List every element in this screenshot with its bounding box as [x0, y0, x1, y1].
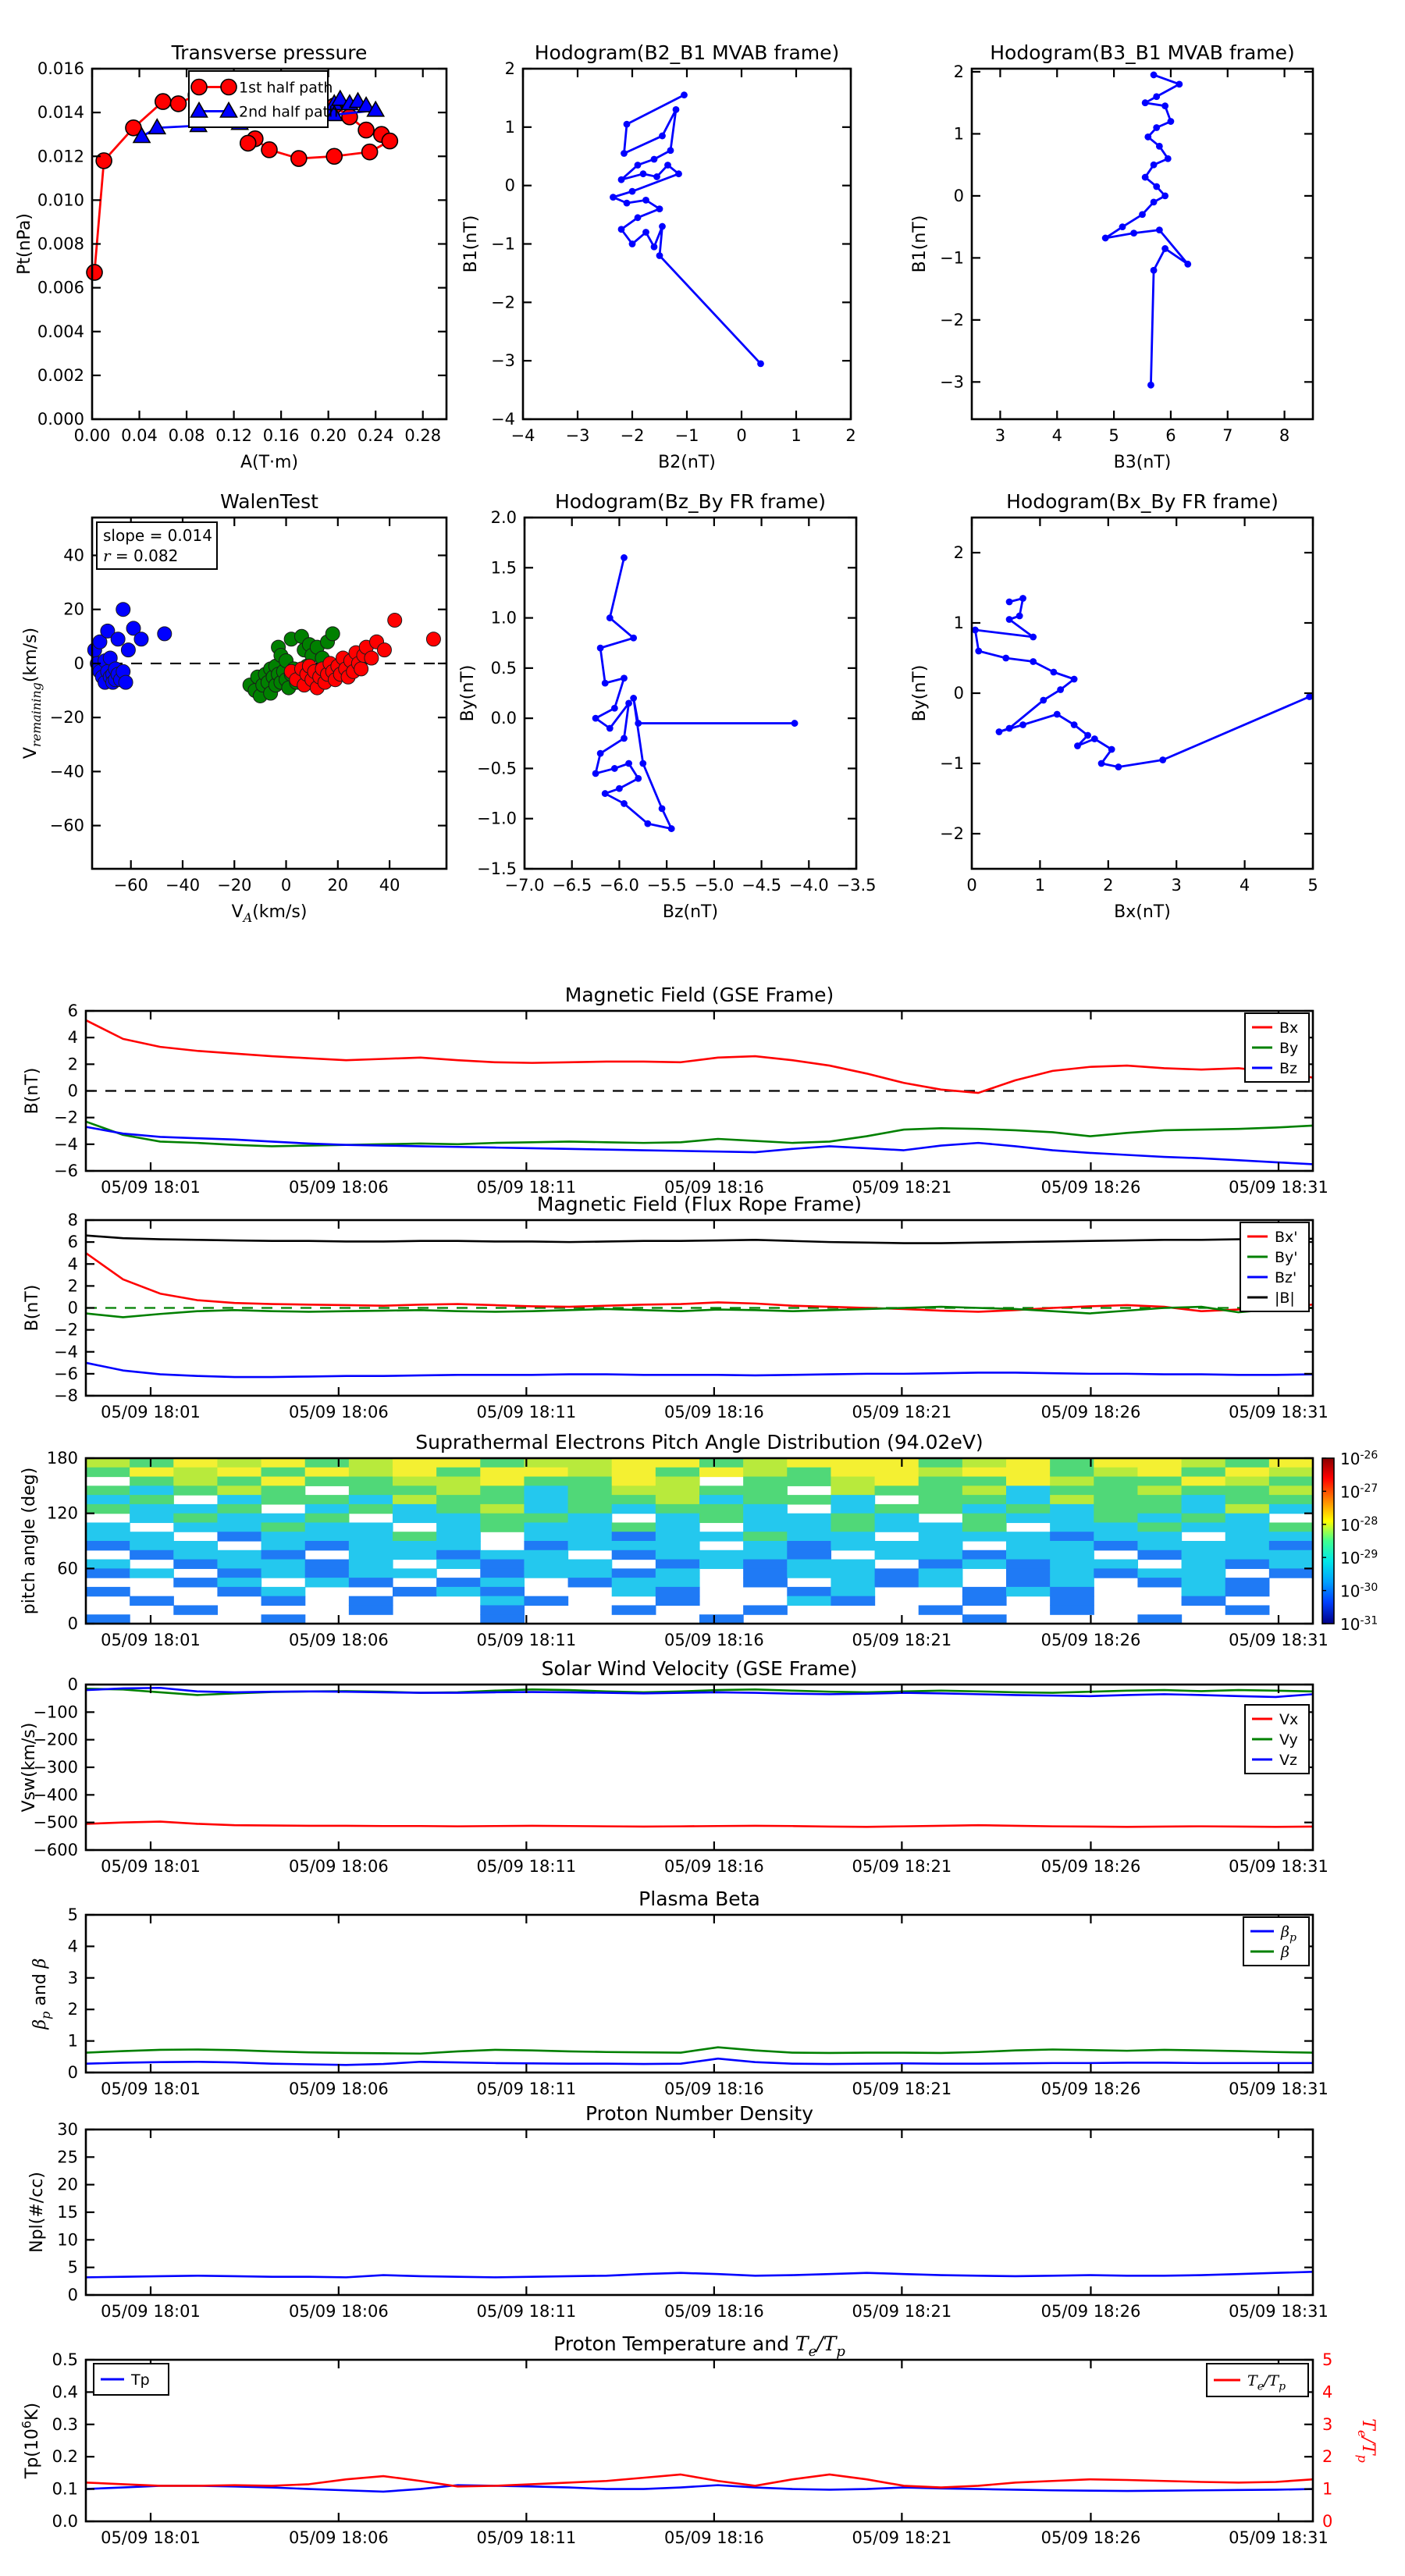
svg-text:05/09 18:26: 05/09 18:26: [1040, 1178, 1141, 1197]
svg-text:05/09 18:26: 05/09 18:26: [1040, 1631, 1141, 1649]
svg-text:1: 1: [504, 117, 515, 137]
svg-text:Bz(nT): Bz(nT): [662, 902, 719, 922]
svg-text:B(nT): B(nT): [23, 1284, 42, 1332]
svg-text:−300: −300: [33, 1758, 78, 1777]
svg-text:120: 120: [46, 1503, 78, 1523]
svg-text:0.0: 0.0: [52, 2512, 78, 2531]
svg-text:05/09 18:16: 05/09 18:16: [664, 2302, 764, 2321]
svg-text:−4.5: −4.5: [742, 876, 782, 895]
svg-text:−2: −2: [940, 824, 964, 843]
svg-text:Vy: Vy: [1279, 1731, 1298, 1749]
svg-text:10-31: $10^{-31}$: [1340, 1614, 1378, 1634]
svg-text:Bx(nT): Bx(nT): [1114, 902, 1171, 922]
svg-text:Solar Wind Velocity (GSE Frame: Solar Wind Velocity (GSE Frame): [541, 1657, 858, 1680]
svg-text:05/09 18:06: 05/09 18:06: [288, 1857, 389, 1876]
svg-text:−1.0: −1.0: [477, 809, 517, 828]
svg-text:0.002: 0.002: [37, 365, 84, 385]
svg-text:0.012: 0.012: [37, 147, 84, 166]
svg-text:Bz: Bz: [1279, 1060, 1298, 1077]
svg-text:−2: −2: [491, 293, 515, 312]
svg-text:4: 4: [1239, 876, 1250, 895]
svg-text:0.24: 0.24: [357, 426, 394, 445]
svg-text:0.0: 0.0: [490, 709, 517, 728]
svg-text:2: 2: [67, 1276, 78, 1296]
svg-text:Te/Tp: $T_e/T_p$: [1354, 2418, 1378, 2463]
svg-text:−200: −200: [33, 1730, 78, 1749]
svg-text:2: 2: [1103, 876, 1114, 895]
svg-text:05/09 18:06: 05/09 18:06: [288, 2528, 389, 2547]
svg-text:10-26: $10^{-26}$: [1340, 1449, 1378, 1468]
svg-text:0.004: 0.004: [37, 322, 84, 341]
svg-text:2nd half path: 2nd half path: [239, 103, 339, 121]
panel-mf_gse: [23, 984, 1329, 1197]
svg-text:VA(km/s): $V_A(km/s)$: [231, 902, 308, 926]
svg-text:−4: −4: [510, 426, 535, 445]
svg-text:20: 20: [63, 600, 84, 619]
svg-text:0.3: 0.3: [52, 2414, 78, 2434]
panel-hodogram_b2b1: [461, 41, 856, 472]
svg-text:05/09 18:31: 05/09 18:31: [1229, 1178, 1329, 1197]
svg-text:−40: −40: [165, 876, 201, 895]
svg-text:05/09 18:26: 05/09 18:26: [1040, 1403, 1141, 1421]
svg-text:05/09 18:06: 05/09 18:06: [288, 2302, 389, 2321]
svg-text:05/09 18:16: 05/09 18:16: [664, 2528, 764, 2547]
svg-text:−1: −1: [491, 234, 515, 254]
svg-text:6: 6: [67, 1002, 78, 1020]
svg-text:r = 0.082: r = 0.082: [103, 546, 179, 565]
svg-text:2: 2: [1322, 2447, 1333, 2467]
svg-text:4: 4: [67, 1937, 78, 1956]
svg-text:−5.5: −5.5: [646, 876, 687, 895]
svg-text:2: 2: [953, 62, 964, 81]
svg-text:5: 5: [1322, 2350, 1333, 2369]
panel-tp: [20, 2332, 1378, 2547]
svg-text:05/09 18:06: 05/09 18:06: [288, 1403, 389, 1421]
svg-text:0.08: 0.08: [168, 426, 205, 445]
svg-text:0.2: 0.2: [52, 2447, 78, 2467]
svg-text:05/09 18:11: 05/09 18:11: [476, 1403, 577, 1421]
svg-text:05/09 18:01: 05/09 18:01: [101, 1403, 201, 1421]
svg-text:−5.0: −5.0: [694, 876, 735, 895]
svg-text:0.5: 0.5: [52, 2350, 78, 2369]
svg-text:5: 5: [67, 2258, 78, 2277]
svg-text:−2: −2: [940, 310, 964, 329]
panel-mf_fr: [23, 1193, 1329, 1421]
svg-text:|B|: |B|: [1275, 1290, 1295, 1307]
svg-text:Proton Number Density: Proton Number Density: [585, 2102, 813, 2125]
svg-text:10-28: $10^{-28}$: [1340, 1515, 1378, 1535]
svg-text:Bx': Bx': [1275, 1229, 1298, 1246]
svg-text:Hodogram(Bx_By FR frame): Hodogram(Bx_By FR frame): [1006, 490, 1279, 513]
svg-text:15: 15: [57, 2203, 78, 2222]
svg-text:Tp(106K): $Tp(10^6K)$: [19, 2402, 42, 2479]
svg-text:10-27: $10^{-27}$: [1340, 1482, 1378, 1502]
svg-text:05/09 18:11: 05/09 18:11: [476, 2302, 577, 2321]
svg-text:0: 0: [953, 186, 964, 205]
svg-text:βp and β: $\beta_p$ and β: [30, 1958, 54, 2030]
svg-text:−6.0: −6.0: [599, 876, 639, 895]
svg-text:0.5: 0.5: [490, 658, 517, 678]
svg-text:B2(nT): B2(nT): [658, 453, 716, 472]
svg-text:0.008: 0.008: [37, 234, 84, 254]
svg-text:0: 0: [67, 2063, 78, 2082]
svg-text:2: 2: [845, 426, 856, 445]
svg-text:−0.5: −0.5: [477, 759, 517, 778]
svg-text:05/09 18:16: 05/09 18:16: [664, 1857, 764, 1876]
svg-text:0: 0: [67, 1614, 78, 1633]
svg-text:10-29: $10^{-29}$: [1340, 1548, 1378, 1568]
svg-text:05/09 18:31: 05/09 18:31: [1229, 2080, 1329, 2098]
svg-text:0: 0: [67, 1298, 78, 1318]
svg-text:0.016: 0.016: [37, 59, 84, 78]
svg-text:−1: −1: [940, 248, 964, 268]
svg-text:3: 3: [994, 426, 1006, 445]
svg-text:1: 1: [953, 614, 964, 632]
svg-text:−60: −60: [49, 816, 84, 835]
svg-text:05/09 18:21: 05/09 18:21: [852, 2528, 952, 2547]
svg-text:−1.5: −1.5: [477, 859, 517, 878]
svg-text:−4.0: −4.0: [788, 876, 829, 895]
svg-text:WalenTest: WalenTest: [220, 490, 318, 513]
svg-text:Vx: Vx: [1279, 1711, 1299, 1728]
svg-text:05/09 18:31: 05/09 18:31: [1229, 1403, 1329, 1421]
svg-text:Hodogram(B3_B1 MVAB frame): Hodogram(B3_B1 MVAB frame): [990, 41, 1295, 64]
svg-text:05/09 18:01: 05/09 18:01: [101, 1857, 201, 1876]
svg-text:05/09 18:26: 05/09 18:26: [1040, 2302, 1141, 2321]
svg-text:−6: −6: [54, 1364, 78, 1383]
svg-text:8: 8: [67, 1211, 78, 1229]
svg-text:Vsw(km/s): Vsw(km/s): [20, 1722, 39, 1813]
panel-hodogram_b3b1: [910, 41, 1313, 472]
svg-text:−1: −1: [674, 426, 699, 445]
svg-text:30: 30: [57, 2120, 78, 2139]
svg-text:−60: −60: [113, 876, 148, 895]
svg-text:2.0: 2.0: [490, 508, 517, 527]
svg-text:By: By: [1279, 1040, 1299, 1057]
svg-text:−4: −4: [491, 410, 515, 429]
svg-text:05/09 18:21: 05/09 18:21: [852, 2080, 952, 2098]
svg-text:05/09 18:01: 05/09 18:01: [101, 1178, 201, 1197]
svg-text:05/09 18:21: 05/09 18:21: [852, 1631, 952, 1649]
svg-text:−20: −20: [217, 876, 252, 895]
panel-hodogram_bxby: [910, 490, 1318, 922]
svg-text:Transverse pressure: Transverse pressure: [171, 41, 368, 64]
svg-text:Vremaining(km/s): $V_{remaining}(km/s)$: [21, 627, 44, 760]
svg-text:180: 180: [46, 1449, 78, 1468]
svg-text:1: 1: [1034, 876, 1046, 895]
svg-text:05/09 18:31: 05/09 18:31: [1229, 2302, 1329, 2321]
svg-text:05/09 18:11: 05/09 18:11: [476, 1631, 577, 1649]
svg-text:2: 2: [67, 2000, 78, 2019]
svg-text:5: 5: [67, 1905, 78, 1924]
svg-text:Magnetic Field (GSE Frame): Magnetic Field (GSE Frame): [564, 984, 834, 1006]
svg-text:05/09 18:26: 05/09 18:26: [1040, 2080, 1141, 2098]
svg-text:Bx: Bx: [1279, 1019, 1299, 1037]
svg-text:5: 5: [1108, 426, 1119, 445]
svg-text:0.12: 0.12: [215, 426, 252, 445]
svg-text:4: 4: [67, 1254, 78, 1274]
svg-text:0.014: 0.014: [37, 103, 84, 123]
svg-text:4: 4: [67, 1028, 78, 1048]
svg-text:Magnetic Field (Flux Rope Fram: Magnetic Field (Flux Rope Frame): [536, 1193, 863, 1215]
svg-text:A(T·m): A(T·m): [240, 453, 299, 472]
svg-text:0: 0: [1322, 2512, 1333, 2531]
svg-text:−600: −600: [33, 1841, 78, 1859]
svg-text:Plasma Beta: Plasma Beta: [638, 1888, 760, 1910]
svg-text:−6: −6: [54, 1162, 78, 1180]
panel-vsw: [20, 1657, 1329, 1876]
svg-text:05/09 18:26: 05/09 18:26: [1040, 2528, 1141, 2547]
svg-text:1: 1: [1322, 2479, 1333, 2499]
svg-text:Npl(#/cc): Npl(#/cc): [27, 2172, 47, 2253]
svg-text:−8: −8: [54, 1386, 78, 1405]
svg-text:Bz': Bz': [1275, 1269, 1297, 1286]
svg-text:B3(nT): B3(nT): [1113, 453, 1172, 472]
svg-text:0.28: 0.28: [404, 426, 442, 445]
svg-text:0: 0: [953, 684, 964, 703]
svg-text:−400: −400: [33, 1785, 78, 1805]
svg-text:0: 0: [966, 876, 977, 895]
panel-walen: [21, 490, 446, 925]
panel-hodogram_bzby: [458, 490, 877, 922]
svg-text:20: 20: [327, 876, 349, 895]
svg-text:Pt(nPa): Pt(nPa): [15, 213, 34, 275]
svg-text:4: 4: [1051, 426, 1062, 445]
svg-text:05/09 18:11: 05/09 18:11: [476, 1857, 577, 1876]
svg-text:−4: −4: [54, 1134, 78, 1154]
svg-text:By': By': [1275, 1249, 1298, 1266]
panel-npl: [27, 2102, 1329, 2321]
svg-text:05/09 18:01: 05/09 18:01: [101, 2080, 201, 2098]
svg-text:2: 2: [67, 1055, 78, 1074]
svg-text:B(nT): B(nT): [23, 1067, 42, 1115]
svg-text:−1: −1: [940, 754, 964, 773]
svg-text:0.00: 0.00: [73, 426, 111, 445]
svg-text:40: 40: [379, 876, 400, 895]
svg-text:0: 0: [67, 1081, 78, 1101]
svg-text:05/09 18:31: 05/09 18:31: [1229, 1857, 1329, 1876]
svg-text:25: 25: [57, 2147, 78, 2167]
svg-text:05/09 18:06: 05/09 18:06: [288, 1631, 389, 1649]
svg-text:3: 3: [67, 1968, 78, 1987]
svg-text:05/09 18:21: 05/09 18:21: [852, 1857, 952, 1876]
svg-text:1: 1: [791, 426, 802, 445]
svg-text:2: 2: [953, 543, 964, 562]
svg-text:05/09 18:21: 05/09 18:21: [852, 1403, 952, 1421]
svg-text:1.0: 1.0: [490, 608, 517, 628]
svg-text:05/09 18:26: 05/09 18:26: [1040, 1857, 1141, 1876]
svg-text:0: 0: [736, 426, 747, 445]
svg-text:40: 40: [63, 546, 84, 565]
svg-text:2: 2: [504, 59, 515, 78]
svg-text:B1(nT): B1(nT): [461, 215, 481, 273]
svg-text:0.4: 0.4: [52, 2382, 78, 2402]
panel-beta: [30, 1888, 1329, 2098]
svg-text:05/09 18:21: 05/09 18:21: [852, 1178, 952, 1197]
svg-text:0.20: 0.20: [310, 426, 347, 445]
svg-text:β: β: [1281, 1944, 1289, 1961]
svg-text:−3.5: −3.5: [836, 876, 877, 895]
svg-text:βp: $\beta_p$: [1281, 1923, 1297, 1944]
svg-text:−2: −2: [54, 1320, 78, 1340]
svg-text:05/09 18:11: 05/09 18:11: [476, 2080, 577, 2098]
svg-text:Hodogram(Bz_By FR frame): Hodogram(Bz_By FR frame): [554, 490, 827, 513]
svg-text:05/09 18:21: 05/09 18:21: [852, 2302, 952, 2321]
svg-text:05/09 18:16: 05/09 18:16: [664, 1631, 764, 1649]
svg-text:20: 20: [57, 2175, 78, 2194]
svg-text:0: 0: [67, 2286, 78, 2304]
panel-transverse: [15, 41, 446, 472]
svg-text:05/09 18:01: 05/09 18:01: [101, 1631, 201, 1649]
svg-text:By(nT): By(nT): [458, 664, 478, 722]
svg-text:3: 3: [1322, 2414, 1333, 2434]
svg-text:−40: −40: [49, 762, 84, 781]
svg-text:8: 8: [1279, 426, 1290, 445]
svg-text:05/09 18:06: 05/09 18:06: [288, 1178, 389, 1197]
svg-text:0: 0: [504, 176, 515, 195]
svg-text:3: 3: [1171, 876, 1182, 895]
svg-text:0.04: 0.04: [121, 426, 158, 445]
svg-text:05/09 18:16: 05/09 18:16: [664, 1403, 764, 1421]
svg-text:1: 1: [67, 2031, 78, 2051]
svg-text:−2: −2: [620, 426, 645, 445]
svg-text:7: 7: [1222, 426, 1233, 445]
svg-text:6: 6: [1165, 426, 1176, 445]
svg-text:Proton Temperature and Te/Tp: Proton Temperature and $T_e/T_p$: [553, 2332, 845, 2360]
svg-text:10-30: $10^{-30}$: [1340, 1582, 1378, 1601]
svg-text:B1(nT): B1(nT): [910, 215, 930, 273]
svg-text:6: 6: [67, 1233, 78, 1252]
svg-text:0.006: 0.006: [37, 278, 84, 297]
svg-text:−500: −500: [33, 1813, 78, 1832]
svg-text:05/09 18:16: 05/09 18:16: [664, 2080, 764, 2098]
svg-text:10: 10: [57, 2230, 78, 2250]
svg-text:05/09 18:11: 05/09 18:11: [476, 2528, 577, 2547]
panel-pad: [20, 1431, 1378, 1649]
svg-text:05/09 18:31: 05/09 18:31: [1229, 1631, 1329, 1649]
svg-text:−7.0: −7.0: [504, 876, 545, 895]
svg-text:−3: −3: [565, 426, 590, 445]
svg-text:pitch angle (deg): pitch angle (deg): [20, 1467, 39, 1615]
svg-text:05/09 18:11: 05/09 18:11: [476, 1178, 577, 1197]
svg-text:0: 0: [67, 1675, 78, 1694]
svg-text:−3: −3: [940, 372, 964, 392]
svg-text:0.010: 0.010: [37, 190, 84, 210]
svg-text:1.5: 1.5: [490, 558, 517, 578]
svg-text:Vz: Vz: [1279, 1752, 1297, 1769]
svg-text:−6.5: −6.5: [552, 876, 592, 895]
svg-text:5: 5: [1307, 876, 1318, 895]
svg-text:05/09 18:01: 05/09 18:01: [101, 2302, 201, 2321]
svg-text:Hodogram(B2_B1 MVAB frame): Hodogram(B2_B1 MVAB frame): [534, 41, 840, 64]
svg-text:0.1: 0.1: [52, 2479, 78, 2499]
svg-text:Tp: Tp: [131, 2371, 150, 2389]
svg-text:05/09 18:01: 05/09 18:01: [101, 2528, 201, 2547]
svg-text:−20: −20: [49, 708, 84, 728]
svg-text:60: 60: [57, 1559, 78, 1578]
svg-text:1: 1: [953, 124, 964, 144]
svg-text:0: 0: [73, 653, 84, 673]
svg-text:0.000: 0.000: [37, 410, 84, 429]
svg-text:0: 0: [280, 876, 292, 895]
svg-text:−4: −4: [54, 1342, 78, 1361]
svg-text:05/09 18:31: 05/09 18:31: [1229, 2528, 1329, 2547]
svg-text:By(nT): By(nT): [910, 664, 930, 722]
svg-text:Suprathermal Electrons Pitch A: Suprathermal Electrons Pitch Angle Distribution (94.02eV): [415, 1431, 984, 1453]
svg-text:1st half path: 1st half path: [239, 79, 333, 97]
svg-text:05/09 18:16: 05/09 18:16: [664, 1178, 764, 1197]
svg-text:slope = 0.014: slope = 0.014: [103, 526, 212, 545]
svg-text:−3: −3: [491, 351, 515, 371]
svg-text:−2: −2: [54, 1108, 78, 1127]
svg-text:05/09 18:06: 05/09 18:06: [288, 2080, 389, 2098]
svg-text:0.16: 0.16: [262, 426, 300, 445]
svg-text:Te/Tp: $T_e/T_p$: [1247, 2372, 1286, 2393]
svg-text:−100: −100: [33, 1703, 78, 1722]
svg-text:4: 4: [1322, 2382, 1333, 2402]
